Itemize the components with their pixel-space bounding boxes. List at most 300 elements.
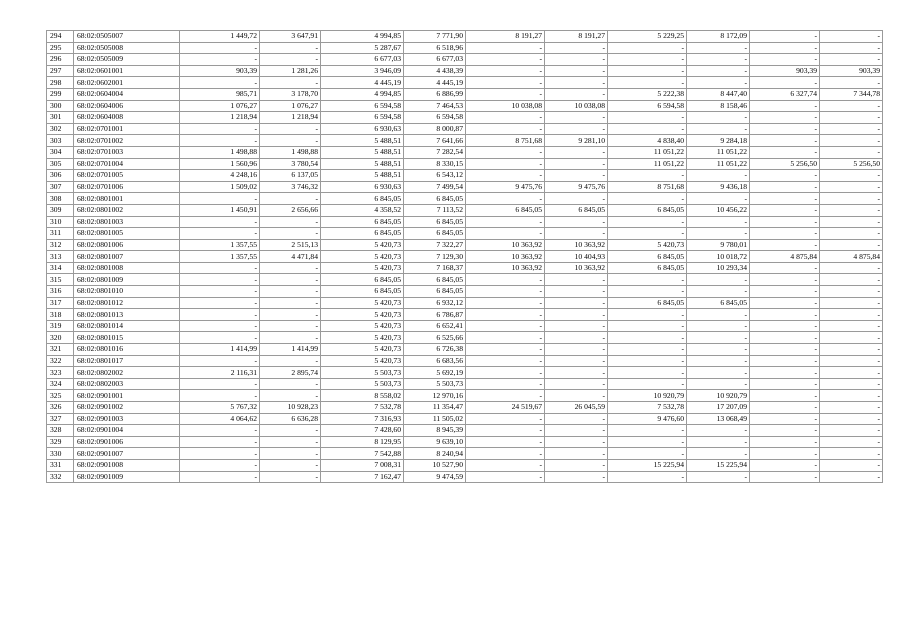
- value-9-cell: -: [750, 204, 820, 216]
- value-1-cell: 1 509,02: [180, 181, 260, 193]
- cadastral-code-cell: 68:02:0801007: [74, 251, 180, 263]
- value-9-cell: -: [750, 286, 820, 298]
- table-row: [47, 251, 883, 263]
- value-7-cell: 11 051,22: [608, 146, 687, 158]
- value-3-cell: 5 420,73: [321, 239, 404, 251]
- cadastral-code-cell: 68:02:0901003: [74, 413, 180, 425]
- table-row: [47, 31, 883, 43]
- table-row: [47, 204, 883, 216]
- value-8-cell: -: [687, 228, 750, 240]
- value-6-cell: -: [545, 193, 608, 205]
- value-7-cell: -: [608, 471, 687, 483]
- value-8-cell: -: [687, 332, 750, 344]
- table-row: [47, 402, 883, 414]
- value-2-cell: -: [260, 54, 321, 66]
- value-3-cell: 4 994,85: [321, 88, 404, 100]
- row-number-cell: 313: [47, 251, 74, 263]
- value-5-cell: 24 519,67: [466, 402, 545, 414]
- value-6-cell: -: [545, 390, 608, 402]
- cadastral-code-cell: 68:02:0901006: [74, 436, 180, 448]
- value-8-cell: 8 158,46: [687, 100, 750, 112]
- value-7-cell: 4 838,40: [608, 135, 687, 147]
- row-number-cell: 329: [47, 436, 74, 448]
- value-9-cell: -: [750, 309, 820, 321]
- row-number-cell: 323: [47, 367, 74, 379]
- value-5-cell: -: [466, 390, 545, 402]
- value-9-cell: 903,39: [750, 65, 820, 77]
- value-9-cell: -: [750, 355, 820, 367]
- cadastral-code-cell: 68:02:0701004: [74, 158, 180, 170]
- value-8-cell: -: [687, 344, 750, 356]
- value-7-cell: 6 594,58: [608, 100, 687, 112]
- value-5-cell: -: [466, 88, 545, 100]
- data-table: [46, 30, 883, 483]
- value-10-cell: -: [820, 42, 883, 54]
- value-6-cell: -: [545, 297, 608, 309]
- cadastral-code-cell: 68:02:0901001: [74, 390, 180, 402]
- table-row: [47, 425, 883, 437]
- value-4-cell: 6 845,05: [404, 193, 466, 205]
- value-1-cell: 1 414,99: [180, 344, 260, 356]
- value-10-cell: -: [820, 100, 883, 112]
- cadastral-code-cell: 68:02:0901009: [74, 471, 180, 483]
- value-6-cell: 9 281,10: [545, 135, 608, 147]
- value-8-cell: -: [687, 54, 750, 66]
- value-5-cell: -: [466, 146, 545, 158]
- value-3-cell: 5 420,73: [321, 309, 404, 321]
- value-1-cell: -: [180, 355, 260, 367]
- value-4-cell: 9 474,59: [404, 471, 466, 483]
- value-8-cell: -: [687, 274, 750, 286]
- value-9-cell: -: [750, 344, 820, 356]
- value-4-cell: 4 445,19: [404, 77, 466, 89]
- value-10-cell: 903,39: [820, 65, 883, 77]
- value-2-cell: -: [260, 286, 321, 298]
- value-2-cell: 1 076,27: [260, 100, 321, 112]
- row-number-cell: 302: [47, 123, 74, 135]
- cadastral-code-cell: 68:02:0801003: [74, 216, 180, 228]
- value-3-cell: 6 930,63: [321, 181, 404, 193]
- cadastral-code-cell: 68:02:0801005: [74, 228, 180, 240]
- row-number-cell: 330: [47, 448, 74, 460]
- table-row: [47, 344, 883, 356]
- value-1-cell: -: [180, 471, 260, 483]
- value-2-cell: -: [260, 77, 321, 89]
- value-4-cell: 5 503,73: [404, 378, 466, 390]
- value-2-cell: -: [260, 193, 321, 205]
- value-10-cell: 7 344,78: [820, 88, 883, 100]
- value-1-cell: -: [180, 216, 260, 228]
- value-5-cell: -: [466, 65, 545, 77]
- cadastral-code-cell: 68:02:0801013: [74, 309, 180, 321]
- value-7-cell: 5 222,38: [608, 88, 687, 100]
- value-3-cell: 6 930,63: [321, 123, 404, 135]
- value-2-cell: 1 218,94: [260, 112, 321, 124]
- value-4-cell: 5 692,19: [404, 367, 466, 379]
- value-1-cell: 985,71: [180, 88, 260, 100]
- table-row: [47, 239, 883, 251]
- value-9-cell: -: [750, 54, 820, 66]
- value-10-cell: -: [820, 471, 883, 483]
- value-3-cell: 5 488,51: [321, 170, 404, 182]
- value-6-cell: -: [545, 459, 608, 471]
- value-8-cell: 9 436,18: [687, 181, 750, 193]
- table-row: [47, 274, 883, 286]
- value-3-cell: 5 420,73: [321, 297, 404, 309]
- value-1-cell: -: [180, 436, 260, 448]
- value-8-cell: -: [687, 193, 750, 205]
- row-number-cell: 328: [47, 425, 74, 437]
- value-10-cell: -: [820, 77, 883, 89]
- value-4-cell: 7 464,53: [404, 100, 466, 112]
- table-row: [47, 309, 883, 321]
- value-9-cell: -: [750, 471, 820, 483]
- value-2-cell: 1 414,99: [260, 344, 321, 356]
- value-10-cell: -: [820, 390, 883, 402]
- value-3-cell: 6 845,05: [321, 228, 404, 240]
- value-2-cell: 6 137,05: [260, 170, 321, 182]
- value-6-cell: 10 038,08: [545, 100, 608, 112]
- row-number-cell: 331: [47, 459, 74, 471]
- cadastral-code-cell: 68:02:0901004: [74, 425, 180, 437]
- value-2-cell: 2 895,74: [260, 367, 321, 379]
- value-8-cell: -: [687, 355, 750, 367]
- value-8-cell: -: [687, 286, 750, 298]
- value-10-cell: -: [820, 413, 883, 425]
- cadastral-code-cell: 68:02:0801009: [74, 274, 180, 286]
- value-1-cell: -: [180, 425, 260, 437]
- value-6-cell: -: [545, 170, 608, 182]
- value-6-cell: -: [545, 309, 608, 321]
- cadastral-code-cell: 68:02:0801015: [74, 332, 180, 344]
- value-5-cell: -: [466, 274, 545, 286]
- value-6-cell: -: [545, 42, 608, 54]
- row-number-cell: 325: [47, 390, 74, 402]
- value-10-cell: -: [820, 355, 883, 367]
- value-10-cell: -: [820, 262, 883, 274]
- value-2-cell: 3 647,91: [260, 31, 321, 43]
- value-8-cell: 11 051,22: [687, 146, 750, 158]
- value-2-cell: -: [260, 436, 321, 448]
- value-7-cell: 10 920,79: [608, 390, 687, 402]
- table-row: [47, 181, 883, 193]
- row-number-cell: 301: [47, 112, 74, 124]
- value-3-cell: 6 594,58: [321, 100, 404, 112]
- value-6-cell: -: [545, 216, 608, 228]
- value-3-cell: 5 420,73: [321, 251, 404, 263]
- row-number-cell: 321: [47, 344, 74, 356]
- cadastral-code-cell: 68:02:0801010: [74, 286, 180, 298]
- value-6-cell: -: [545, 448, 608, 460]
- table-row: [47, 112, 883, 124]
- value-10-cell: -: [820, 181, 883, 193]
- value-4-cell: 7 168,37: [404, 262, 466, 274]
- value-8-cell: -: [687, 216, 750, 228]
- value-8-cell: -: [687, 77, 750, 89]
- value-3-cell: 6 677,03: [321, 54, 404, 66]
- value-9-cell: -: [750, 100, 820, 112]
- cadastral-code-cell: 68:02:0901002: [74, 402, 180, 414]
- value-1-cell: -: [180, 390, 260, 402]
- row-number-cell: 312: [47, 239, 74, 251]
- value-7-cell: -: [608, 344, 687, 356]
- table-row: [47, 436, 883, 448]
- cadastral-code-cell: 68:02:0901007: [74, 448, 180, 460]
- value-10-cell: -: [820, 146, 883, 158]
- value-10-cell: -: [820, 344, 883, 356]
- value-9-cell: -: [750, 181, 820, 193]
- value-4-cell: 6 518,96: [404, 42, 466, 54]
- value-5-cell: 8 751,68: [466, 135, 545, 147]
- cadastral-code-cell: 68:02:0602001: [74, 77, 180, 89]
- value-5-cell: -: [466, 309, 545, 321]
- value-3-cell: 7 316,93: [321, 413, 404, 425]
- cadastral-code-cell: 68:02:0701005: [74, 170, 180, 182]
- value-4-cell: 6 786,87: [404, 309, 466, 321]
- value-6-cell: -: [545, 123, 608, 135]
- value-9-cell: -: [750, 378, 820, 390]
- value-6-cell: -: [545, 286, 608, 298]
- row-number-cell: 318: [47, 309, 74, 321]
- value-5-cell: -: [466, 367, 545, 379]
- cadastral-code-cell: 68:02:0701006: [74, 181, 180, 193]
- value-3-cell: 5 420,73: [321, 320, 404, 332]
- value-8-cell: -: [687, 170, 750, 182]
- value-2-cell: -: [260, 320, 321, 332]
- value-5-cell: -: [466, 332, 545, 344]
- value-9-cell: -: [750, 216, 820, 228]
- value-2-cell: -: [260, 262, 321, 274]
- row-number-cell: 326: [47, 402, 74, 414]
- row-number-cell: 298: [47, 77, 74, 89]
- row-number-cell: 295: [47, 42, 74, 54]
- value-3-cell: 5 420,73: [321, 332, 404, 344]
- value-2-cell: 1 498,88: [260, 146, 321, 158]
- value-3-cell: 3 946,09: [321, 65, 404, 77]
- value-6-cell: -: [545, 88, 608, 100]
- value-2-cell: -: [260, 216, 321, 228]
- value-2-cell: 2 515,13: [260, 239, 321, 251]
- row-number-cell: 324: [47, 378, 74, 390]
- value-10-cell: -: [820, 216, 883, 228]
- value-1-cell: -: [180, 135, 260, 147]
- cadastral-code-cell: 68:02:0604008: [74, 112, 180, 124]
- table-row: [47, 170, 883, 182]
- table-row: [47, 448, 883, 460]
- value-1-cell: -: [180, 378, 260, 390]
- value-7-cell: 8 751,68: [608, 181, 687, 193]
- row-number-cell: 300: [47, 100, 74, 112]
- value-10-cell: -: [820, 459, 883, 471]
- value-4-cell: 6 726,38: [404, 344, 466, 356]
- row-number-cell: 296: [47, 54, 74, 66]
- cadastral-code-cell: 68:02:0801016: [74, 344, 180, 356]
- value-2-cell: -: [260, 228, 321, 240]
- value-7-cell: 6 845,05: [608, 204, 687, 216]
- value-8-cell: 10 920,79: [687, 390, 750, 402]
- value-7-cell: -: [608, 436, 687, 448]
- value-2-cell: 3 178,70: [260, 88, 321, 100]
- value-6-cell: 9 475,76: [545, 181, 608, 193]
- value-8-cell: -: [687, 378, 750, 390]
- row-number-cell: 308: [47, 193, 74, 205]
- row-number-cell: 320: [47, 332, 74, 344]
- value-4-cell: 4 438,39: [404, 65, 466, 77]
- value-5-cell: -: [466, 158, 545, 170]
- value-5-cell: -: [466, 413, 545, 425]
- value-4-cell: 6 886,99: [404, 88, 466, 100]
- value-4-cell: 7 113,52: [404, 204, 466, 216]
- value-1-cell: 1 357,55: [180, 251, 260, 263]
- value-9-cell: 6 327,74: [750, 88, 820, 100]
- value-6-cell: -: [545, 146, 608, 158]
- table-row: [47, 216, 883, 228]
- value-7-cell: -: [608, 355, 687, 367]
- value-3-cell: 7 008,31: [321, 459, 404, 471]
- value-4-cell: 7 129,30: [404, 251, 466, 263]
- value-4-cell: 6 932,12: [404, 297, 466, 309]
- table-row: [47, 228, 883, 240]
- value-4-cell: 6 525,66: [404, 332, 466, 344]
- value-5-cell: -: [466, 42, 545, 54]
- value-10-cell: -: [820, 274, 883, 286]
- value-5-cell: -: [466, 286, 545, 298]
- value-6-cell: 6 845,05: [545, 204, 608, 216]
- row-number-cell: 311: [47, 228, 74, 240]
- value-8-cell: 10 293,34: [687, 262, 750, 274]
- value-9-cell: -: [750, 332, 820, 344]
- value-4-cell: 7 282,54: [404, 146, 466, 158]
- value-5-cell: -: [466, 216, 545, 228]
- value-9-cell: -: [750, 402, 820, 414]
- value-2-cell: -: [260, 42, 321, 54]
- value-9-cell: -: [750, 123, 820, 135]
- value-7-cell: 7 532,78: [608, 402, 687, 414]
- row-number-cell: 310: [47, 216, 74, 228]
- value-2-cell: 6 636,28: [260, 413, 321, 425]
- cadastral-code-cell: 68:02:0701003: [74, 146, 180, 158]
- value-3-cell: 4 445,19: [321, 77, 404, 89]
- value-8-cell: -: [687, 320, 750, 332]
- table-body: [47, 31, 883, 483]
- value-8-cell: 10 456,22: [687, 204, 750, 216]
- value-1-cell: -: [180, 77, 260, 89]
- value-1-cell: -: [180, 286, 260, 298]
- value-8-cell: -: [687, 123, 750, 135]
- value-6-cell: 10 363,92: [545, 239, 608, 251]
- table-row: [47, 123, 883, 135]
- value-10-cell: -: [820, 239, 883, 251]
- row-number-cell: 299: [47, 88, 74, 100]
- value-6-cell: -: [545, 355, 608, 367]
- value-3-cell: 8 558,02: [321, 390, 404, 402]
- value-5-cell: -: [466, 355, 545, 367]
- table-row: [47, 459, 883, 471]
- value-8-cell: -: [687, 425, 750, 437]
- value-1-cell: 4 248,16: [180, 170, 260, 182]
- value-7-cell: -: [608, 193, 687, 205]
- value-9-cell: -: [750, 425, 820, 437]
- value-3-cell: 6 845,05: [321, 286, 404, 298]
- value-1-cell: 4 064,62: [180, 413, 260, 425]
- value-1-cell: 5 767,32: [180, 402, 260, 414]
- value-1-cell: -: [180, 54, 260, 66]
- value-8-cell: 8 447,40: [687, 88, 750, 100]
- cadastral-code-cell: 68:02:0801001: [74, 193, 180, 205]
- value-6-cell: -: [545, 158, 608, 170]
- value-8-cell: 9 284,18: [687, 135, 750, 147]
- value-2-cell: 2 656,66: [260, 204, 321, 216]
- value-5-cell: -: [466, 425, 545, 437]
- value-10-cell: -: [820, 367, 883, 379]
- value-10-cell: -: [820, 297, 883, 309]
- table-row: [47, 367, 883, 379]
- value-9-cell: -: [750, 297, 820, 309]
- value-7-cell: -: [608, 170, 687, 182]
- value-1-cell: 1 498,88: [180, 146, 260, 158]
- row-number-cell: 314: [47, 262, 74, 274]
- value-6-cell: 26 045,59: [545, 402, 608, 414]
- value-6-cell: -: [545, 367, 608, 379]
- value-9-cell: -: [750, 112, 820, 124]
- row-number-cell: 306: [47, 170, 74, 182]
- value-6-cell: 10 363,92: [545, 262, 608, 274]
- value-1-cell: -: [180, 448, 260, 460]
- value-5-cell: -: [466, 193, 545, 205]
- value-5-cell: -: [466, 459, 545, 471]
- value-1-cell: -: [180, 309, 260, 321]
- value-6-cell: -: [545, 112, 608, 124]
- value-10-cell: -: [820, 286, 883, 298]
- value-2-cell: -: [260, 471, 321, 483]
- value-1-cell: 1 357,55: [180, 239, 260, 251]
- table-row: [47, 54, 883, 66]
- value-3-cell: 5 488,51: [321, 158, 404, 170]
- value-1-cell: 2 116,31: [180, 367, 260, 379]
- cadastral-code-cell: 68:02:0901008: [74, 459, 180, 471]
- value-7-cell: -: [608, 54, 687, 66]
- cadastral-code-cell: 68:02:0801012: [74, 297, 180, 309]
- cadastral-code-cell: 68:02:0801014: [74, 320, 180, 332]
- table-row: [47, 390, 883, 402]
- value-5-cell: 10 363,92: [466, 239, 545, 251]
- value-5-cell: 8 191,27: [466, 31, 545, 43]
- value-4-cell: 8 330,15: [404, 158, 466, 170]
- value-3-cell: 4 358,52: [321, 204, 404, 216]
- table-row: [47, 135, 883, 147]
- value-10-cell: -: [820, 436, 883, 448]
- value-10-cell: -: [820, 123, 883, 135]
- value-2-cell: -: [260, 297, 321, 309]
- row-number-cell: 315: [47, 274, 74, 286]
- cadastral-code-cell: 68:02:0601001: [74, 65, 180, 77]
- table-row: [47, 378, 883, 390]
- table-row: [47, 100, 883, 112]
- value-3-cell: 8 129,95: [321, 436, 404, 448]
- value-10-cell: -: [820, 402, 883, 414]
- table-row: [47, 146, 883, 158]
- value-10-cell: -: [820, 193, 883, 205]
- value-7-cell: 15 225,94: [608, 459, 687, 471]
- value-1-cell: 1 450,91: [180, 204, 260, 216]
- value-3-cell: 5 488,51: [321, 146, 404, 158]
- value-3-cell: 5 287,67: [321, 42, 404, 54]
- value-4-cell: 8 000,87: [404, 123, 466, 135]
- value-9-cell: -: [750, 135, 820, 147]
- value-6-cell: -: [545, 344, 608, 356]
- cadastral-code-cell: 68:02:0505008: [74, 42, 180, 54]
- value-3-cell: 5 420,73: [321, 262, 404, 274]
